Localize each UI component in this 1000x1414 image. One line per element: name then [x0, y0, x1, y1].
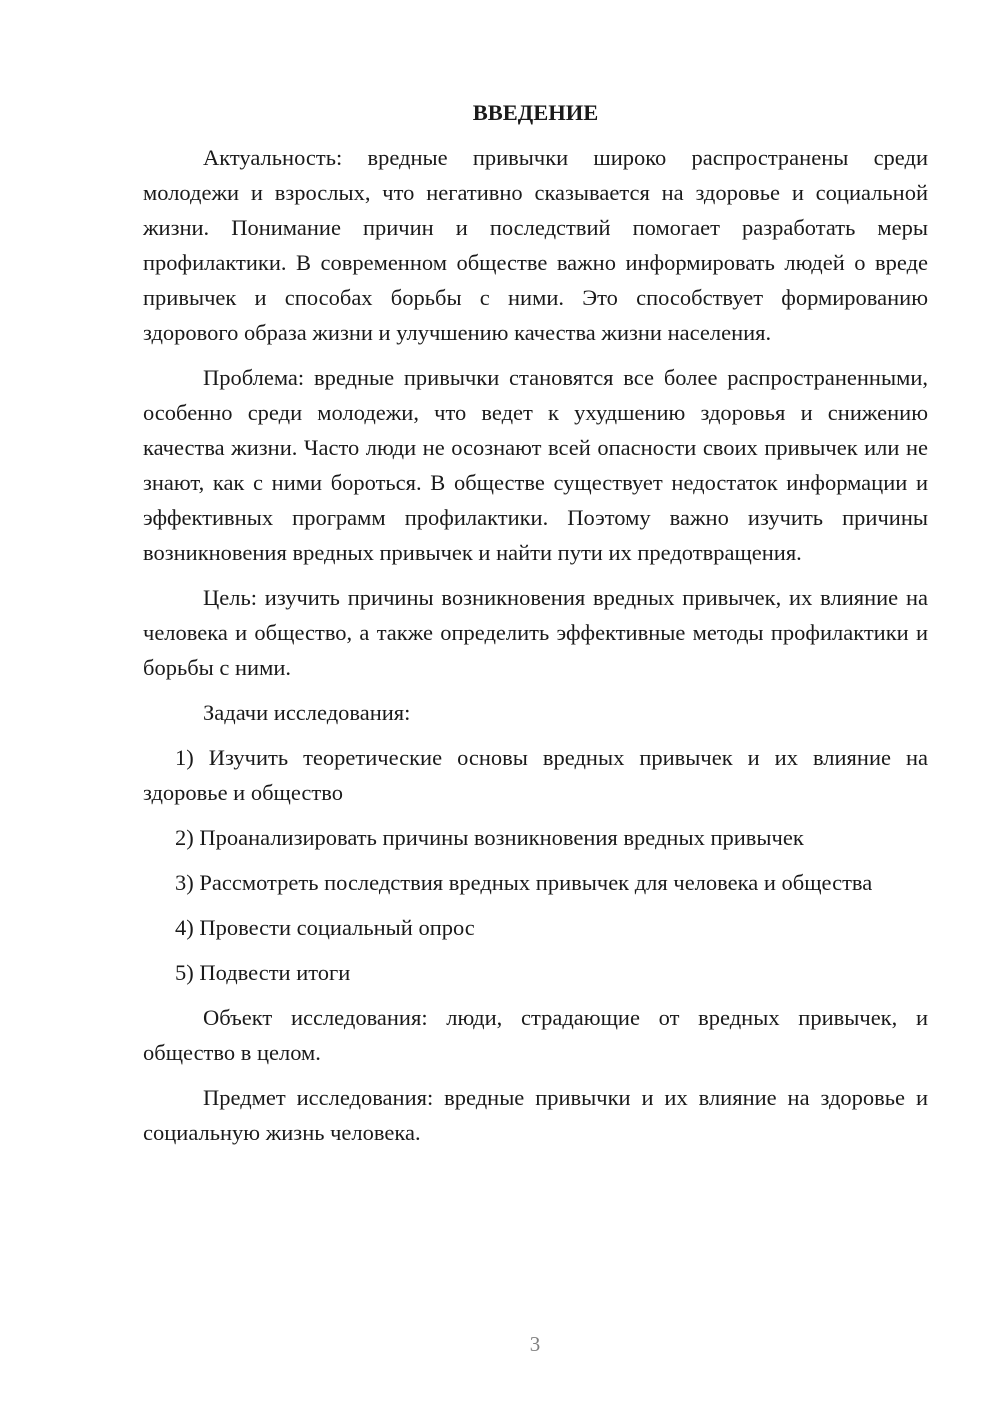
paragraph-subject: Предмет исследования: вредные привычки и их влияние на здоровье и социальную жизнь человека.	[143, 1085, 928, 1145]
paragraph-tasks-heading: Задачи исследования:	[203, 700, 411, 725]
paragraph-problem: Проблема: вредные привычки становятся все более распространенными, особенно среди молодежи, что ведет к ухудшению здоровья и снижению качества жизни. Часто люди не осознают всей опасности своих привычек или не знают, как с ними бороться. В обществе существует недостаток информации и эффективных программ профилактики. Поэтому важно изучить причины возникновения вредных привычек и найти пути их предотвращения.	[143, 365, 928, 565]
task-item-3: 3) Рассмотреть последствия вредных привычек для человека и общества	[175, 870, 873, 895]
paragraph-object: Объект исследования: люди, страдающие от вредных привычек, и общество в целом.	[143, 1005, 928, 1065]
task-item-4: 4) Провести социальный опрос	[175, 915, 475, 940]
task-item-2: 2) Проанализировать причины возникновения вредных привычек	[175, 825, 804, 850]
section-title: ВВЕДЕНИЕ	[472, 100, 599, 125]
document-page	[143, 95, 928, 1160]
paragraph-relevance: Актуальность: вредные привычки широко распространены среди молодежи и взрослых, что негативно сказывается на здоровье и социальной жизни. Понимание причин и последствий помогает разработать меры профилактики. В современном обществе важно информировать людей о вреде привычек и способах борьбы с ними. Это способствует формированию здорового образа жизни и улучшению качества жизни населения.	[143, 145, 928, 345]
task-item-1: 1) Изучить теоретические основы вредных привычек и их влияние на здоровье и общество	[143, 745, 928, 805]
page-number: 3	[529, 1332, 541, 1356]
paragraph-goal: Цель: изучить причины возникновения вредных привычек, их влияние на человека и общество, а также определить эффективные методы профилактики и борьбы с ними.	[143, 585, 928, 680]
task-item-5: 5) Подвести итоги	[175, 960, 351, 985]
